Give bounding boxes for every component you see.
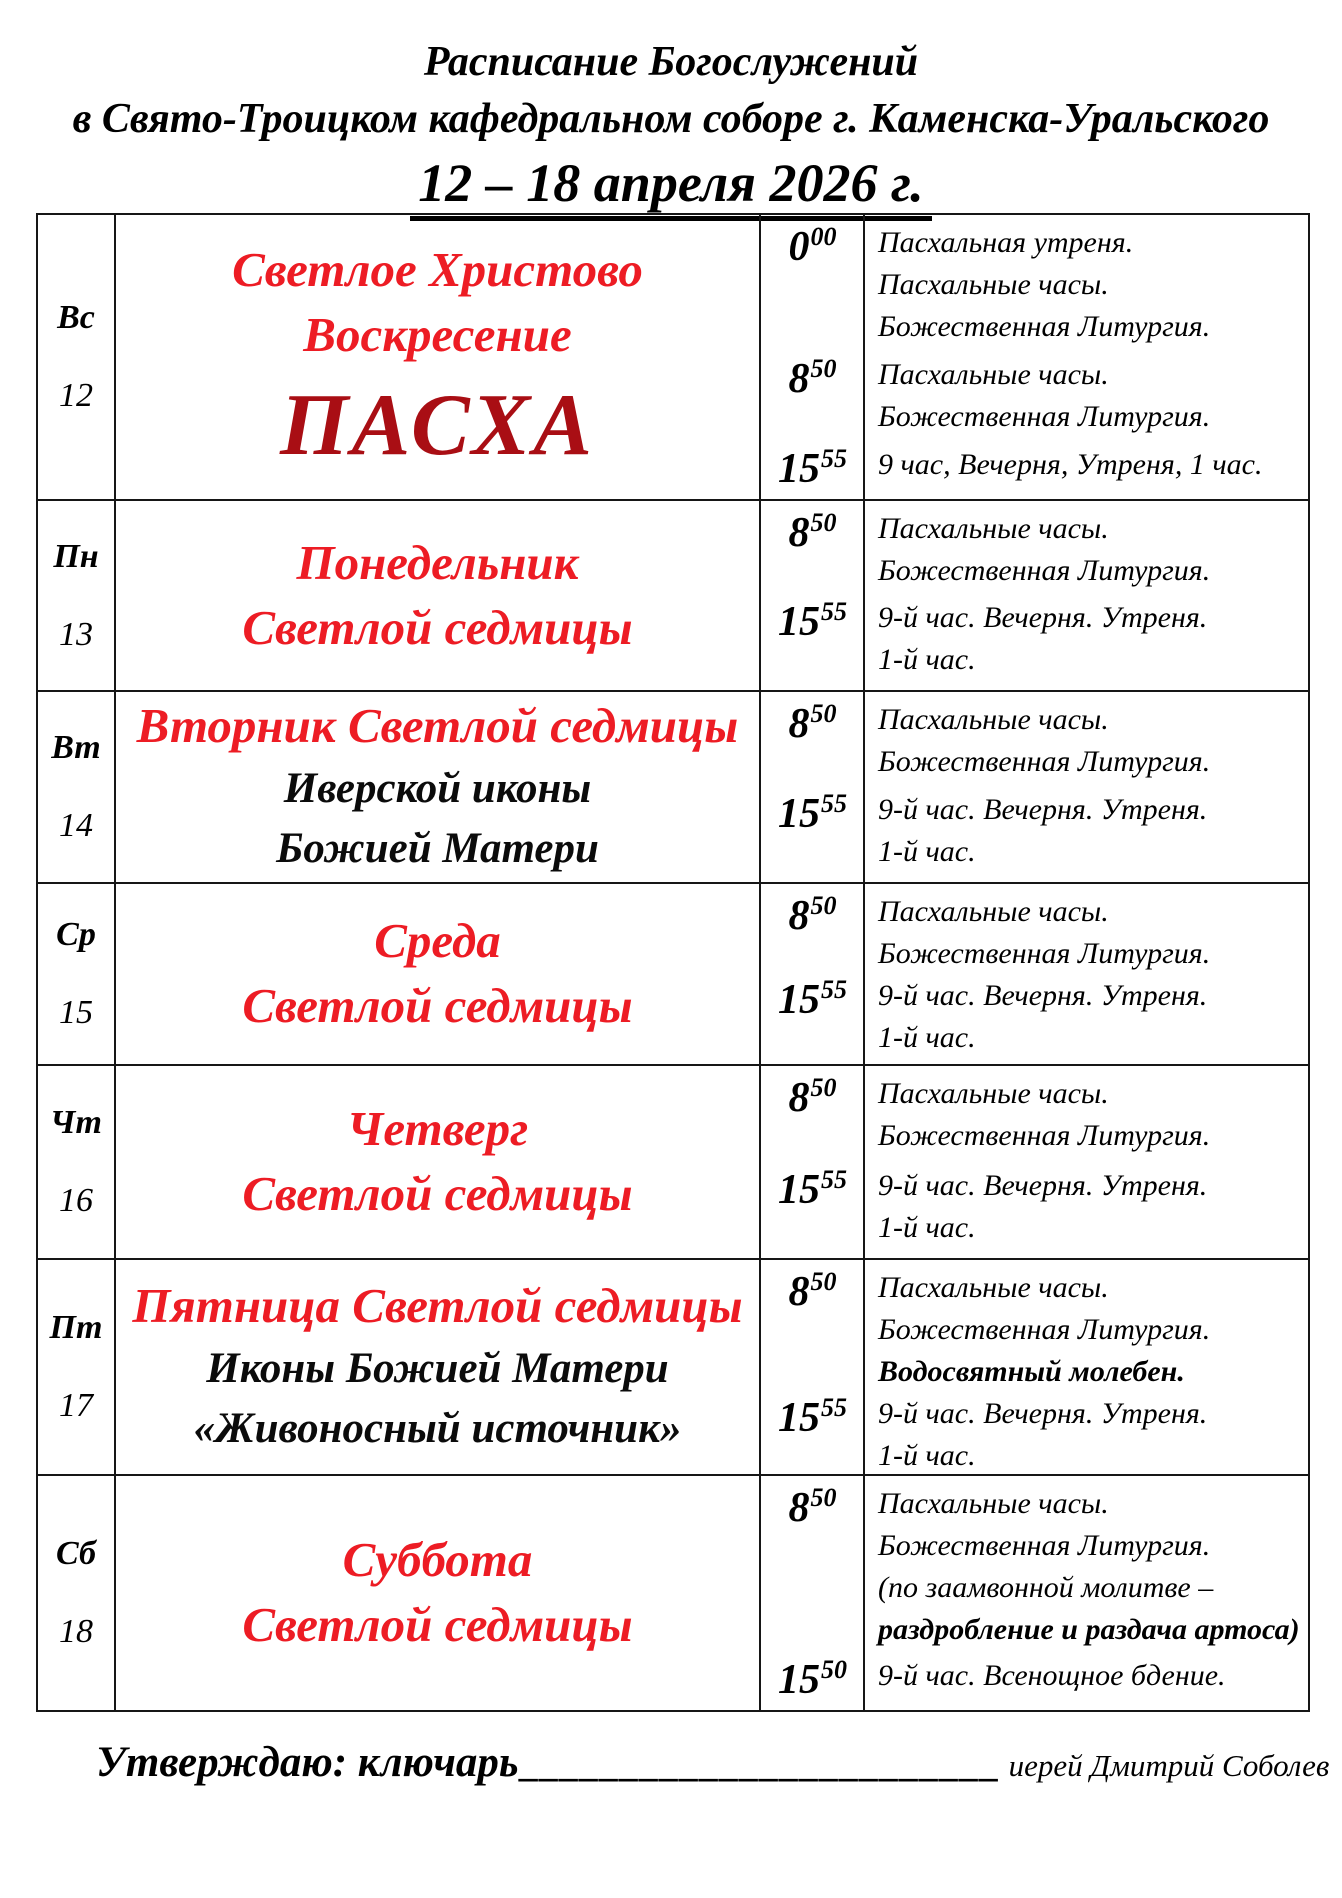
feast-line: Светлой седмицы (242, 599, 633, 655)
day-cell-friday (38, 1258, 114, 1474)
day-date: 16 (59, 1182, 93, 1219)
service-line: 9-й час. Вечерня. Утреня. (878, 979, 1208, 1012)
day-date: 18 (59, 1613, 93, 1650)
day-date: 14 (59, 807, 93, 844)
service-line: Божественная Литургия. (878, 1313, 1211, 1346)
service-entry (761, 975, 1308, 1059)
service-time: 1555 (778, 597, 847, 645)
service-entry (761, 1393, 1308, 1477)
feast-line-black: Иконы Божией Матери (206, 1345, 669, 1393)
day-date: 15 (59, 994, 93, 1031)
service-time: 850 (788, 1267, 837, 1315)
service-time: 850 (788, 699, 837, 747)
title-date-range: 12 – 18 апреля 2026 г. (410, 155, 931, 221)
service-time: 850 (788, 1483, 837, 1531)
service-entry (761, 597, 1308, 681)
service-entry (761, 1165, 1308, 1249)
service-line: 1-й час. (878, 1021, 976, 1054)
service-line: Божественная Литургия. (878, 400, 1211, 433)
service-line: 9-й час. Всенощное бдение. (878, 1659, 1226, 1692)
feast-line-black: Божией Матери (276, 825, 599, 873)
feast-cell-saturday (114, 1474, 759, 1710)
service-line: 9 час, Вечерня, Утреня, 1 час. (878, 448, 1263, 481)
day-abbr: Ср (56, 916, 96, 953)
day-abbr: Пн (53, 537, 99, 575)
schedule-cell-monday (759, 499, 1308, 690)
service-time: 000 (788, 222, 837, 270)
service-line: Божественная Литургия. (878, 745, 1211, 778)
service-entry (761, 444, 1308, 490)
day-cell-tuesday (38, 690, 114, 882)
feast-line: Понедельник (296, 534, 579, 590)
title-line-1: Расписание Богослужений (423, 39, 919, 85)
feast-line: Четверг (346, 1101, 529, 1157)
feast-line-black: Иверской иконы (283, 765, 592, 813)
day-cell-thursday (38, 1064, 114, 1258)
day-cell-sunday (38, 215, 114, 499)
service-entry (761, 222, 1308, 348)
feast-line: Светлой седмицы (242, 1597, 633, 1652)
service-entry (761, 1483, 1308, 1651)
feast-cell-friday (114, 1258, 759, 1474)
service-time: 850 (788, 354, 837, 402)
schedule-cell-saturday (759, 1474, 1308, 1710)
column-divider (863, 692, 865, 882)
day-abbr: Вт (51, 729, 101, 766)
column-divider (863, 215, 865, 499)
schedule-table (36, 213, 1310, 1712)
feast-cell-thursday (114, 1064, 759, 1258)
day-abbr: Пт (49, 1309, 103, 1346)
service-entry (761, 1655, 1308, 1701)
signature-line: ________________________ (518, 1743, 999, 1785)
feast-line: Среда (374, 913, 501, 969)
service-line: 1-й час. (878, 1439, 976, 1472)
service-line: Пасхальные часы. (878, 703, 1109, 736)
schedule-cell-friday (759, 1258, 1308, 1474)
day-abbr: Вс (57, 299, 95, 336)
column-divider (863, 1476, 865, 1710)
service-entry (761, 789, 1308, 873)
service-line: Пасхальные часы. (878, 1271, 1109, 1304)
service-line: Пасхальные часы. (878, 895, 1109, 928)
service-line: Пасхальные часы. (878, 268, 1109, 301)
feast-line: Воскресение (303, 307, 572, 362)
day-date: 12 (59, 377, 93, 414)
feast-line: Пятница Светлой седмицы (132, 1278, 743, 1334)
feast-line: Светлой седмицы (242, 1166, 633, 1221)
schedule-cell-tuesday (759, 690, 1308, 882)
title-line-2: в Свято-Троицком кафедральном соборе г. Каменска-Уральского (72, 95, 1270, 142)
day-abbr: Сб (56, 1535, 96, 1572)
feast-cell-tuesday (114, 690, 759, 882)
service-time: 850 (788, 508, 837, 556)
service-line: Божественная Литургия. (878, 1119, 1211, 1152)
feast-cell-sunday (114, 215, 759, 499)
service-time: 1555 (778, 789, 847, 837)
service-entry (761, 1267, 1308, 1393)
service-line: Божественная Литургия. (878, 310, 1211, 343)
service-line: Божественная Литургия. (878, 554, 1211, 587)
feast-line: Вторник Светлой седмицы (136, 698, 739, 754)
service-line: 9-й час. Вечерня. Утреня. (878, 793, 1208, 826)
service-time: 850 (788, 891, 837, 939)
service-time: 1555 (778, 444, 847, 492)
approve-label: Утверждаю: ключарь (96, 1739, 519, 1786)
feast-cell-wednesday (114, 882, 759, 1064)
service-line: Водосвятный молебен. (878, 1355, 1185, 1388)
service-line: Пасхальные часы. (878, 1077, 1109, 1110)
day-abbr: Чт (50, 1104, 102, 1141)
service-time: 1555 (778, 975, 847, 1023)
column-divider (863, 501, 865, 690)
service-line: Пасхальные часы. (878, 358, 1109, 391)
day-date: 13 (59, 615, 93, 653)
service-line: 1-й час. (878, 1211, 976, 1244)
service-entry (761, 699, 1308, 783)
service-time: 850 (788, 1073, 837, 1121)
service-entry (761, 508, 1308, 592)
day-cell-wednesday (38, 882, 114, 1064)
schedule-cell-wednesday (759, 882, 1308, 1064)
service-entry (761, 891, 1308, 975)
feast-line-black: «Живоносный источник» (193, 1405, 682, 1453)
schedule-cell-thursday (759, 1064, 1308, 1258)
feast-line: Светлой седмицы (242, 978, 633, 1033)
service-line: Божественная Литургия. (878, 1529, 1211, 1562)
service-line: 1-й час. (878, 835, 976, 868)
service-line: раздробление и раздача артоса) (878, 1613, 1300, 1646)
service-line: Божественная Литургия. (878, 937, 1211, 970)
service-line: 9-й час. Вечерня. Утреня. (878, 1169, 1208, 1202)
service-line: Пасхальные часы. (878, 512, 1109, 545)
signer-name: иерей Дмитрий Соболев (1008, 1748, 1330, 1783)
document-header (0, 34, 1342, 221)
service-line: 1-й час. (878, 643, 976, 676)
service-entry (761, 354, 1308, 438)
feast-line: Светлое Христово (232, 242, 643, 298)
service-time: 1550 (778, 1655, 847, 1703)
feast-cell-monday (114, 499, 759, 690)
service-line: Пасхальная утреня. (878, 226, 1134, 259)
service-line: 9-й час. Вечерня. Утреня. (878, 601, 1208, 634)
service-entry (761, 1073, 1308, 1157)
service-time: 1555 (778, 1165, 847, 1213)
approval-footer (96, 1738, 1330, 1787)
column-divider (863, 884, 865, 1064)
column-divider (863, 1260, 865, 1474)
service-time: 1555 (778, 1393, 847, 1441)
column-divider (863, 1066, 865, 1258)
day-cell-saturday (38, 1474, 114, 1710)
schedule-cell-sunday (759, 215, 1308, 499)
service-line: 9-й час. Вечерня. Утреня. (878, 1397, 1208, 1430)
feast-title-pascha: ПАСХА (280, 376, 595, 474)
service-line: (по заамвонной молитве – (878, 1571, 1214, 1604)
feast-line: Суббота (342, 1532, 533, 1588)
day-cell-monday (38, 499, 114, 690)
day-date: 17 (59, 1387, 93, 1424)
service-line: Пасхальные часы. (878, 1487, 1109, 1520)
